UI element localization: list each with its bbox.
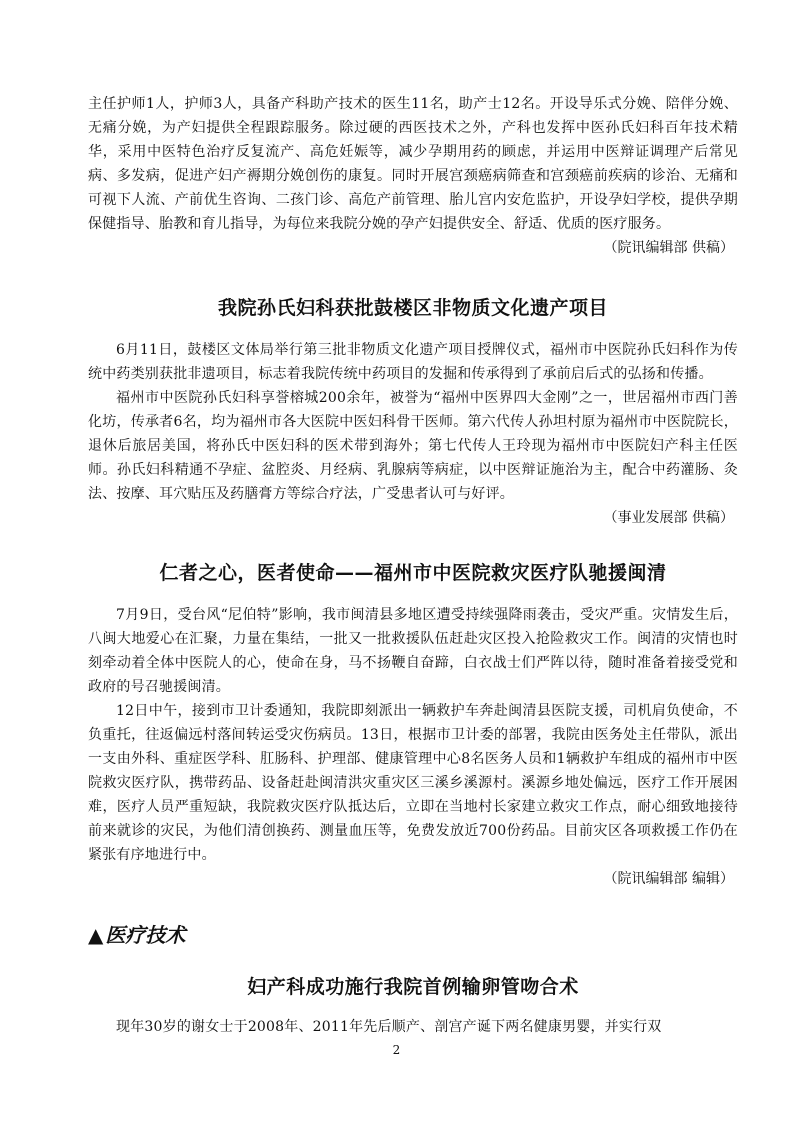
- article2-paragraph-1: 7月9日，受台风“尼伯特”影响，我市闽清县多地区遭受持续强降雨袭击，受灾严重。灾情发生后，八闽大地爱心在汇聚，力量在集结，一批又一批救援队伍赶赴灾区投入抢险救灾工作。闽清的灾情也时刻牵动着全体中医院人的心，使命在身，马不扬鞭自奋蹄，白衣战士们严阵以待，随时准备着接受党和政府的号召驰援闽清。: [88, 607, 738, 695]
- intro-paragraph: 主任护师1人，护师3人，具备产科助产技术的医生11名，助产士12名。开设导乐式分娩、陪伴分娩、无痛分娩，为产妇提供全程跟踪服务。除过硬的西医技术之外，产科也发挥中医孙氏妇科百年技术精华，采用中医特色治疗反复流产、高危妊娠等，减少孕期用药的顾虑，并运用中医辩证调理产后常见病、多发病，促进产妇产褥期分娩创伤的康复。同时开展宫颈癌病筛查和宫颈癌前疾病的诊治、无痛和可视下人流、产前优生咨询、二孩门诊、高危产前管理、胎儿宫内安危监护，开设孕妇学校，提供孕期保健指导、胎教和育儿指导，为每位来我院分娩的孕产妇提供安全、舒适、优质的医疗服务。: [88, 96, 738, 232]
- article3-title: 妇产科成功施行我院首例输卵管吻合术: [247, 976, 579, 998]
- section-heading-label: 医疗技术: [105, 923, 186, 947]
- section-heading: [88, 919, 738, 948]
- article2-title: 仁者之心，医者使命——福州市中医院救灾医疗队驰援闽清: [159, 562, 667, 584]
- article1-paragraph-2: 福州市中医院孙氏妇科享誉榕城200余年，被誉为“福州中医界四大金刚”之一，世居福州市西门善化坊，传承者6名，均为福州市各大医院中医妇科骨干医师。第六代传人孙坦村原为福州市中医院院长，退休后旅居美国，将孙氏中医妇科的医术带到海外；第七代传人王玲现为福州市中医院妇产科主任医师。孙氏妇科精通不孕症、盆腔炎、月经病、乳腺病等病症，以中医辩证施治为主，配合中药灌肠、灸法、按摩、耳穴贴压及药膳膏方等综合疗法，广受患者认可与好评。: [88, 390, 738, 502]
- document-page: [88, 92, 738, 1039]
- triangle-marker-icon: ▲: [88, 923, 104, 947]
- intro-credit: （院讯编辑部 供稿）: [603, 240, 734, 256]
- article2-paragraph-2: 12日中午，接到市卫计委通知，我院即刻派出一辆救护车奔赴闽清县医院支援，司机肩负使命，不负重托，往返偏远村落间转运受灾伤病员。13日，根据市卫计委的部署，我院由医务处主任带队，派出一支由外科、重症医学科、肛肠科、护理部、健康管理中心8名医务人员和1辆救护车组成的福州市中医院救灾医疗队，携带药品、设备赶赴闽清洪灾重灾区三溪乡溪源村。溪源乡地处偏远，医疗工作开展困难，医疗人员严重短缺，我院救灾医疗队抵达后，立即在当地村长家建立救灾工作点，耐心细致地接待前来就诊的灾民，为他们清创换药、测量血压等，免费发放近700份药品。目前灾区各项救援工作仍在紧张有序地进行中。: [88, 703, 738, 863]
- article1-credit: （事业发展部 供稿）: [603, 510, 734, 526]
- article2-credit: （院讯编辑部 编辑）: [603, 871, 734, 887]
- article3-paragraph-1: 现年30岁的谢女士于2008年、2011年先后顺产、剖宫产诞下两名健康男婴，并实行双: [116, 1019, 662, 1035]
- article1-paragraph-1: 6月11日，鼓楼区文体局举行第三批非物质文化遗产项目授牌仪式，福州市中医院孙氏妇科作为传统中药类别获批非遗项目，标志着我院传统中药项目的发掘和传承得到了承前启后式的弘扬和传播。: [88, 342, 738, 382]
- article1-title: 我院孙氏妇科获批鼓楼区非物质文化遗产项目: [217, 297, 608, 319]
- page-number: 2: [392, 1043, 401, 1057]
